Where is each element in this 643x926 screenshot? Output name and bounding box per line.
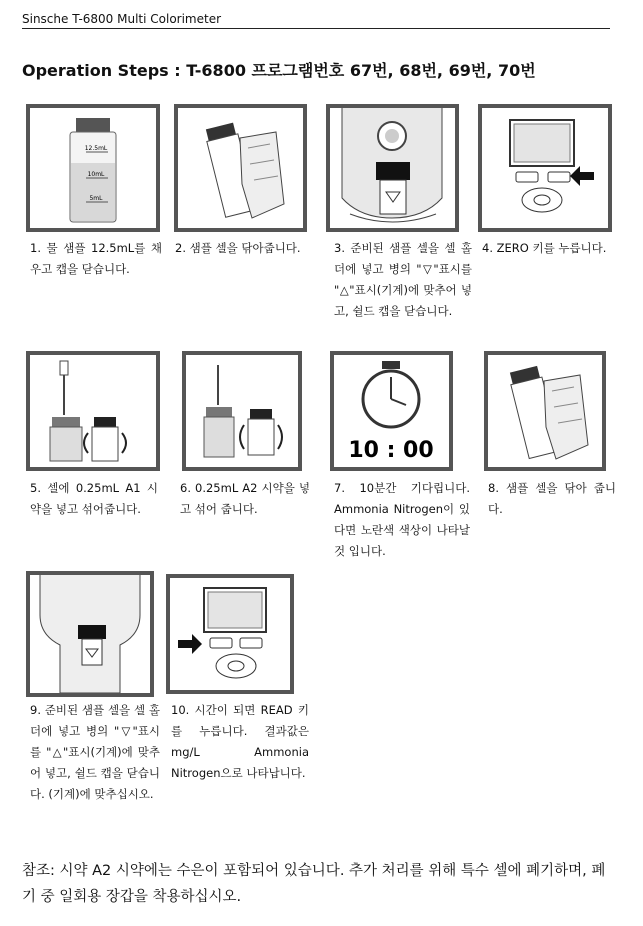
vial-label-12-5: 12.5mL [84,145,108,152]
step-9-caption: 9. 준비된 샘플 셀을 셀 홀더에 넣고 병의 "▽"표시를 "△"표시(기계)에 맞추어 넣고, 쉴드 캡을 닫습니다. (기계)에 맞추십시오. [30,703,160,801]
arrow-left-icon [570,166,594,186]
meter-read-key-icon [170,578,290,690]
meter-zero-key-icon [482,108,608,228]
insert-cell-icon [30,575,150,693]
page-title: Operation Steps : T-6800 프로그램번호 67번, 68번, 69번, 70번 [22,61,536,80]
vial-label-10: 10mL [87,171,105,178]
wipe-cell-icon [488,355,602,467]
step-5-caption: 5. 셀에 0.25mL A1 시약을 넣고 섞어줍니다. [30,481,158,516]
step-8-caption: 8. 샘플 셀을 닦아 줍니다. [488,481,616,516]
add-reagent-a2-icon [186,355,298,467]
step-1-caption: 1. 물 샘플 12.5mL를 채우고 캡을 닫습니다. [30,241,162,276]
step-7-caption: 7. 10분간 기다립니다. Ammonia Nitrogen이 있다면 노란색 색상이 나타날 것 입니다. [334,481,474,558]
step-4-figure [478,104,612,232]
step-10-caption: 10. 시간이 되면 READ 키를 누릅니다. 결과값은 mg/L Ammonia Nitrogen으로 나타납니다. [171,703,313,780]
step-4-caption: 4. ZERO 키를 누릅니다. [482,241,607,255]
insert-cell-icon [330,108,455,228]
wipe-cell-icon [178,108,303,228]
step-8-figure [484,351,606,471]
step-9-figure [26,571,154,697]
step-2-figure [174,104,307,232]
step-5-figure [26,351,160,471]
safety-note: 참조: 시약 A2 시약에는 수은이 포함되어 있습니다. 추가 처리를 위해 특수 셀에 폐기하며, 폐기 중 일회용 장갑을 착용하십시오. [22,863,606,905]
timer-readout: 10 : 00 [348,438,434,463]
step-2-caption: 2. 샘플 셀을 닦아줍니다. [175,241,301,255]
vial-label-5: 5mL [89,195,103,202]
step-3-figure [326,104,459,232]
step-6-figure [182,351,302,471]
add-reagent-a1-icon [30,355,156,467]
stopwatch-icon [334,355,449,467]
sample-vial-icon [30,108,156,228]
step-6-caption: 6. 0.25mL A2 시약을 넣고 섞어 줍니다. [180,481,310,516]
step-3-caption: 3. 준비된 샘플 셀을 셀 홀더에 넣고 병의 "▽"표시를 "△"표시(기계)에 맞추어 넣고, 쉴드 캡을 닫습니다. [334,241,476,318]
step-7-figure [330,351,453,471]
arrow-right-icon [178,634,202,654]
document-header: Sinsche T-6800 Multi Colorimeter [22,12,610,29]
step-1-figure [26,104,160,232]
step-10-figure [166,574,294,694]
